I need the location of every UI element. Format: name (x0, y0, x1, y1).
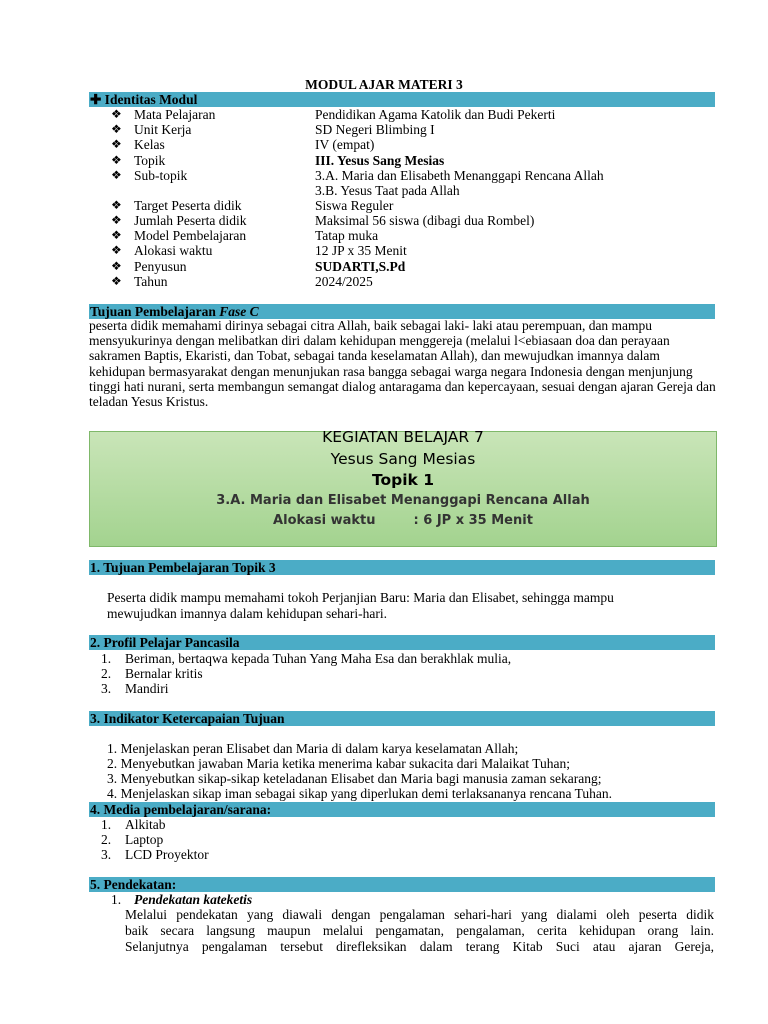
identitas-label: Alokasi waktu (134, 243, 213, 258)
sec1-text-line1: Peserta didik mampu memahami tokoh Perjanjian Baru: Maria dan Elisabet, sehingga mampu (107, 590, 614, 605)
sec2-item-text: Mandiri (125, 681, 169, 696)
identitas-label: Model Pembelajaran (134, 228, 247, 243)
sec5-line: Melalui pendekatan yang diawali dengan pengalaman sehari-hari yang dialami oleh peserta didik (125, 907, 714, 922)
bullet-icon: ❖ (111, 153, 122, 167)
identitas-value: III. Yesus Sang Mesias (315, 153, 445, 168)
identitas-row (0, 213, 768, 228)
identitas-row (0, 259, 768, 274)
identitas-value: Maksimal 56 siswa (dibagi dua Rombel) (315, 213, 535, 228)
document-title: MODUL AJAR MATERI 3 (305, 77, 463, 92)
kegiatan-alokasi (90, 512, 716, 530)
sec2-item-text: Bernalar kritis (125, 666, 203, 681)
bullet-icon: ❖ (111, 243, 122, 257)
identitas-label: Penyusun (134, 259, 187, 274)
kegiatan-title: KEGIATAN BELAJAR 7 (322, 428, 484, 446)
identitas-label: Mata Pelajaran (134, 107, 216, 122)
bullet-icon: ❖ (111, 137, 122, 151)
identitas-value: 12 JP x 35 Menit (315, 243, 407, 258)
identitas-label: Target Peserta didik (134, 198, 242, 213)
tujuan-fase-heading-em: Fase C (219, 304, 259, 319)
identitas-heading: ✚ Identitas Modul (90, 92, 198, 107)
identitas-value: Tatap muka (315, 228, 379, 243)
identitas-row (0, 243, 768, 258)
identitas-row (0, 168, 768, 183)
bullet-icon: ❖ (111, 274, 122, 288)
sec3-heading: 3. Indikator Ketercapaian Tujuan (90, 711, 285, 726)
sec3-item: 3. Menyebutkan sikap-sikap keteladanan Elisabet dan Maria bagi manusia zaman sekarang; (107, 771, 602, 786)
tujuan-fase-text: peserta didik memahami dirinya sebagai citra Allah, baik sebagai laki- laki atau perempuan, dan mampu mensyukurinya dengan melibatkan diri dalam kehidupan menggereja (melalui l<ebiasaan doa dan perayaan sakramen Baptis, Ekaristi, dan Tobat, sebagai tanda keselamatan Allah), dan mewujudkan imannya dalam kehidupan bermasyarakat dengan menunjukan rasa bangga sebagai warga negara Indonesia dengan menjunjung tinggi hati nurani, serta membangun semangat dialog antaragama dan kepercayaan, sesuai dengan ajaran Gereja dan teladan Yesus Kristus. (89, 318, 716, 410)
bullet-icon: ❖ (111, 107, 122, 121)
sec5-sub-number: 1. (111, 892, 122, 907)
section-bar-1 (89, 560, 715, 575)
sec2-item-text: Beriman, bertaqwa kepada Tuhan Yang Maha Esa dan berakhlak mulia, (125, 651, 512, 666)
kegiatan-belajar-box (89, 428, 717, 547)
identitas-row (0, 228, 768, 243)
sec4-item-text: Laptop (125, 832, 164, 847)
identitas-row (0, 153, 768, 168)
identitas-label: Kelas (134, 137, 165, 152)
bullet-icon: ❖ (111, 228, 122, 242)
identitas-label: Tahun (134, 274, 168, 289)
sec2-heading: 2. Profil Pelajar Pancasila (90, 635, 240, 650)
sec5-line: Selanjutnya pengalaman tersebut direfleksikan dalam terang Kitab Suci atau ajaran Gereja, (125, 939, 714, 954)
section-bar-tujuan-fase (89, 304, 715, 319)
identitas-value: 3.A. Maria dan Elisabeth Menanggapi Rencana Allah (315, 168, 604, 183)
bullet-icon: ❖ (111, 198, 122, 212)
sec2-item-number: 3. (101, 681, 112, 696)
identitas-label: Jumlah Peserta didik (134, 213, 247, 228)
sec4-heading: 4. Media pembelajaran/sarana: (90, 802, 272, 817)
sec4-item-text: LCD Proyektor (125, 847, 209, 862)
section-bar-3 (89, 711, 715, 726)
kegiatan-subtitle: Yesus Sang Mesias (330, 450, 476, 468)
sec4-item-number: 1. (101, 817, 112, 832)
identitas-row (0, 122, 768, 137)
identitas-label: Unit Kerja (134, 122, 192, 137)
kegiatan-alokasi-value: : 6 JP x 35 Menit (413, 513, 533, 528)
identitas-row (0, 107, 768, 122)
sec1-text-line2: mewujudkan imannya dalam kehidupan sehari-hari. (107, 606, 388, 621)
bullet-icon: ❖ (111, 168, 122, 182)
tujuan-fase-heading: Tujuan Pembelajaran (90, 304, 220, 319)
sec3-item: 2. Menyebutkan jawaban Maria ketika menerima kabar sukacita dari Malaikat Tuhan; (107, 756, 570, 771)
sec2-item-number: 2. (101, 666, 112, 681)
identitas-value: 3.B. Yesus Taat pada Allah (315, 183, 460, 198)
identitas-value: SUDARTI,S.Pd (315, 259, 406, 274)
identitas-row (0, 274, 768, 289)
bullet-icon: ❖ (111, 213, 122, 227)
section-bar-2 (89, 635, 715, 650)
sec2-item-number: 1. (101, 651, 112, 666)
sec4-item-number: 3. (101, 847, 112, 862)
identitas-value: Pendidikan Agama Katolik dan Budi Pekerti (315, 107, 556, 122)
identitas-row (0, 183, 768, 198)
sec3-item: 1. Menjelaskan peran Elisabet dan Maria di dalam karya keselamatan Allah; (107, 741, 519, 756)
identitas-value: Siswa Reguler (315, 198, 394, 213)
kegiatan-alokasi-label: Alokasi waktu (273, 513, 376, 528)
identitas-label: Sub-topik (134, 168, 188, 183)
bullet-icon: ❖ (111, 259, 122, 273)
sec3-item: 4. Menjelaskan sikap iman sebagai sikap yang diperlukan demi terlaksananya rencana Tuhan. (107, 786, 612, 801)
identitas-value: SD Negeri Blimbing I (315, 122, 435, 137)
sec4-item-number: 2. (101, 832, 112, 847)
sec4-item-text: Alkitab (125, 817, 166, 832)
section-bar-identitas (89, 92, 715, 107)
sec5-sub-title: Pendekatan kateketis (134, 892, 253, 907)
sec5-line: baik secara langsung maupun melalui pengamatan, pengalaman, cerita kehidupan orang lain. (125, 923, 714, 938)
sec5-heading: 5. Pendekatan: (90, 877, 177, 892)
identitas-value: 2024/2025 (315, 274, 373, 289)
identitas-label: Topik (134, 153, 166, 168)
section-bar-5 (89, 877, 715, 892)
identitas-row (0, 137, 768, 152)
sec1-heading: 1. Tujuan Pembelajaran Topik 3 (90, 560, 276, 575)
bullet-icon: ❖ (111, 122, 122, 136)
section-bar-4 (89, 802, 715, 817)
kegiatan-subtopik: 3.A. Maria dan Elisabet Menanggapi Rencana Allah (216, 493, 590, 508)
identitas-value: IV (empat) (315, 137, 375, 152)
kegiatan-topik: Topik 1 (371, 471, 435, 489)
identitas-row (0, 198, 768, 213)
